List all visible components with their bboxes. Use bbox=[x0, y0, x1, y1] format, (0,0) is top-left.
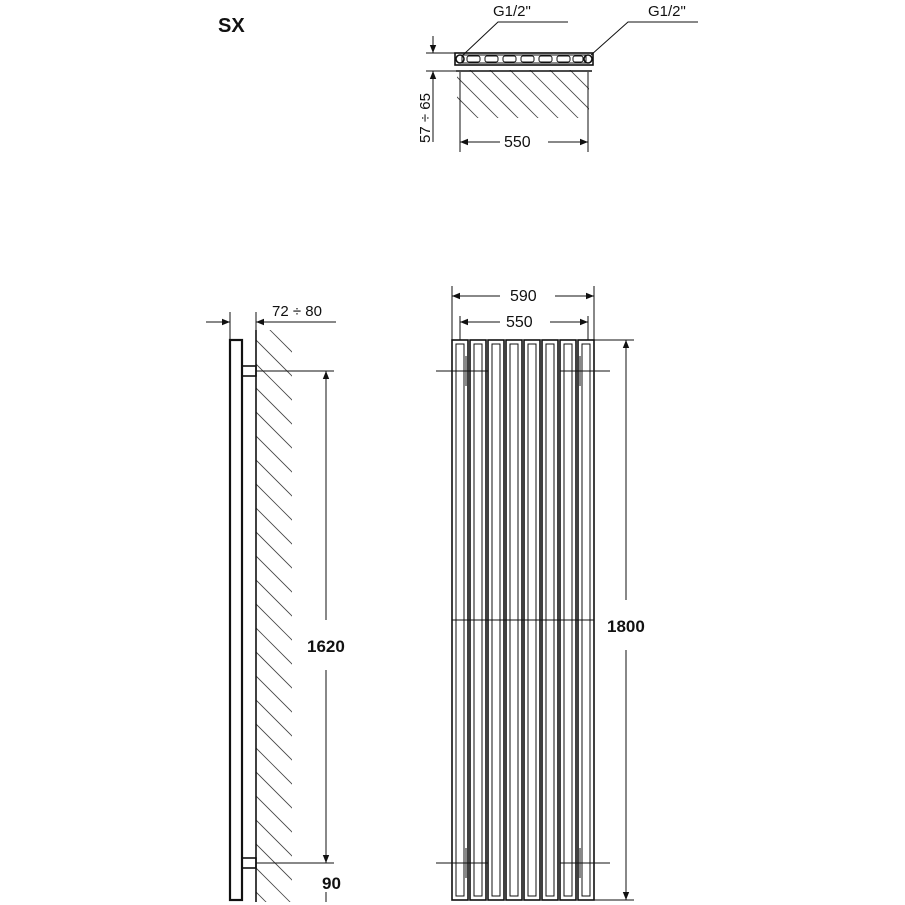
leader-connection-right bbox=[591, 22, 698, 55]
top-view-wall-hatch bbox=[420, 60, 640, 120]
side-view bbox=[206, 296, 345, 905]
top-view-connection-left bbox=[456, 55, 464, 63]
inner-width-label: 550 bbox=[506, 314, 533, 331]
connection-spacing-label: 1620 bbox=[307, 637, 345, 656]
side-view-wall-hatch bbox=[236, 296, 316, 905]
connection-label-left: G1/2" bbox=[493, 3, 531, 20]
wall-distance-label: 72 ÷ 80 bbox=[272, 303, 322, 320]
overall-height-label: 1800 bbox=[607, 617, 645, 636]
connection-label-right: G1/2" bbox=[648, 3, 686, 20]
overall-width-label: 590 bbox=[510, 288, 537, 305]
side-view-radiator-profile bbox=[230, 340, 242, 900]
leader-connection-left bbox=[463, 22, 568, 55]
depth-dimension-label: 57 ÷ 65 bbox=[417, 93, 434, 143]
front-view bbox=[436, 286, 645, 900]
model-label: SX bbox=[218, 15, 245, 37]
side-view-bracket-top bbox=[242, 366, 256, 376]
top-view-connection-right bbox=[584, 55, 592, 63]
side-view-bracket-bottom bbox=[242, 858, 256, 868]
top-view bbox=[417, 3, 698, 152]
top-width-dimension-label: 550 bbox=[504, 134, 531, 151]
bottom-distance-label: 90 bbox=[322, 874, 341, 893]
top-view-tubes bbox=[467, 56, 583, 62]
